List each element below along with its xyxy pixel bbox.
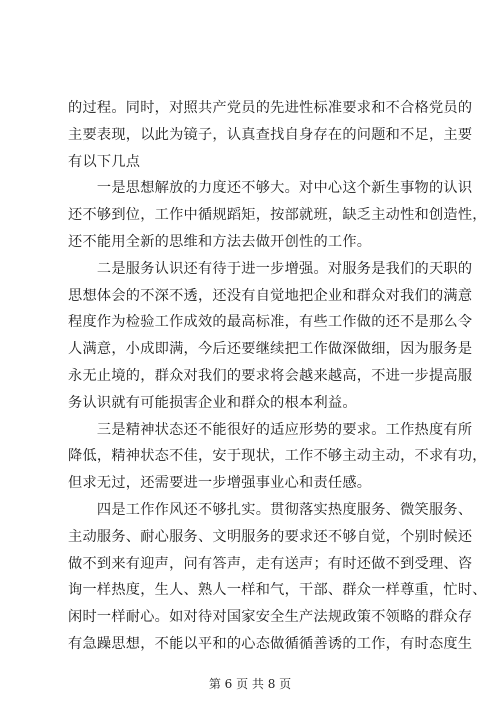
text-line: 还不够到位，工作中循规蹈矩，按部就班，缺乏主动性和创造性， [68,207,487,224]
text-line: 三是精神状态还不能很好的适应形势的要求。工作热度有所 [68,421,473,438]
paragraph [68,175,487,255]
paragraph [68,417,487,497]
text-line: 有以下几点 [68,153,141,170]
text-line: 但求无过，还需要进一步增强事业心和责任感。 [68,475,372,492]
text-line: 程度作为检验工作成效的最高标准，有些工作做的还不是那么令 [68,314,473,331]
text-line: 主动服务、耐心服务、文明服务的要求还不够自觉，个别时候还 [68,528,473,545]
document-body [68,95,487,658]
text-line: 思想体会的不深不透，还没有自觉地把企业和群众对我们的满意 [68,287,473,304]
text-line: 闲时一样耐心。如对待对国家安全生产法规政策不领略的群众存 [68,609,473,626]
text-line: 永无止境的，群众对我们的要求将会越来越高，不进一步提高服 [68,367,473,384]
text-line: 四是工作作风还不够扎实。贯彻落实热度服务、微笑服务、 [68,501,473,518]
text-line: 做不到来有迎声，问有答声，走有送声；有时还做不到受理、咨 [68,555,473,572]
text-line: 有急躁思想，不能以平和的心态做循循善诱的工作，有时态度生 [68,635,473,652]
paragraph [68,497,487,658]
text-line: 主要表现，以此为镜子，认真查找自身存在的问题和不足，主要 [68,126,473,143]
paragraph [68,256,473,417]
text-line: 务认识就有可能损害企业和群众的根本利益。 [68,394,357,411]
text-line: 的过程。同时，对照共产党员的先进性标准要求和不合格党员的 [68,100,473,116]
text-line: 询一样热度，生人、熟人一样和气，干部、群众一样尊重，忙时、 [68,582,487,599]
text-line: 二是服务认识还有待于进一步增强。对服务是我们的天职的 [68,260,473,277]
text-line: 人满意，小成即满，今后还要继续把工作做深做细，因为服务是 [68,341,473,358]
text-line: 降低，精神状态不佳，安于现状，工作不够主动主动，不求有功， [68,448,487,465]
text-line: 还不能用全新的思维和方法去做开创性的工作。 [68,233,372,250]
text-line: 一是思想解放的力度还不够大。对中心这个新生事物的认识 [68,180,473,197]
paragraph [68,95,473,175]
page-footer: 第 6 页 共 8 页 [208,677,292,691]
